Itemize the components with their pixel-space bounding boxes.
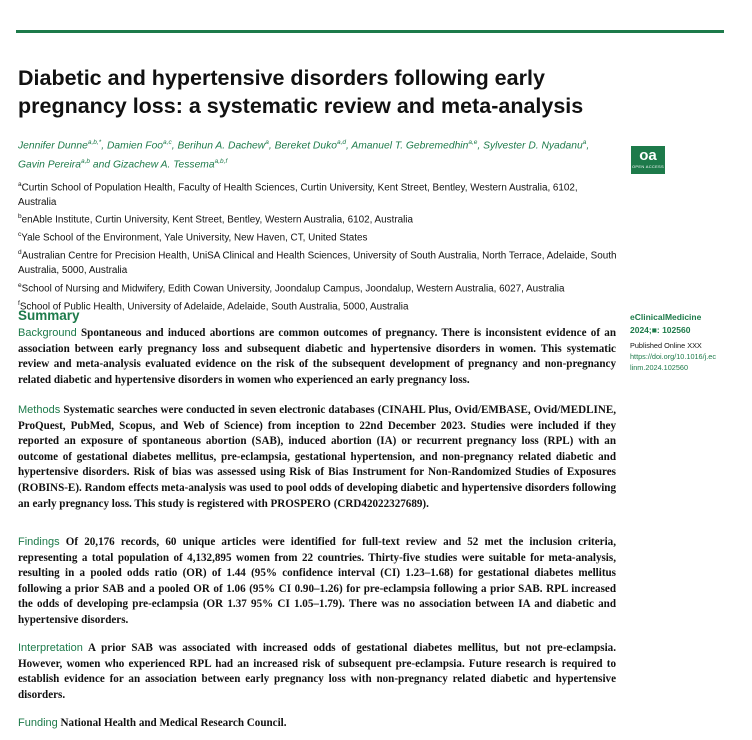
author-sup: a <box>265 139 269 146</box>
authors-and: and <box>92 159 111 171</box>
journal-name: eClinicalMedicine <box>630 312 702 322</box>
author-name[interactable]: Sylvester D. Nyadanu <box>483 140 583 152</box>
affiliation <box>18 279 618 297</box>
affiliation-sup: f <box>18 299 20 307</box>
interpretation-section <box>18 641 616 703</box>
author-name[interactable]: Bereket Duko <box>274 140 337 152</box>
funding-label: Funding <box>18 717 58 729</box>
affiliation-text: School of Public Health, University of Adelaide, Adelaide, South Australia, 5000, Australia <box>19 300 409 312</box>
author-sup: a,b,* <box>87 139 102 146</box>
summary-heading: Summary <box>18 308 80 323</box>
author-list: Jennifer Dunne$^{a,b,*}$, Damien Foo$^{a,c}$, Berihun A. Dachew$^a$, Bereket Duko$^{a,d}$, Amanuel T. Gebremedhin$^{a,e}$, Sylvester D. Nyadanu$^a$, Gavin Pereira$^{a,b}$ and Gizachew A. Tessema$^{a,b,f}$ <box>18 139 590 171</box>
affiliation-text: Australian Centre for Precision Health, UniSA Clinical and Health Sciences, University of South Australia, North Terrace, Adelaide, South Australia, 5000, Australia <box>18 250 617 277</box>
doi-link[interactable]: https://doi.org/10.1016/j.eclinm.2024.102560 <box>630 352 716 372</box>
open-access-badge[interactable] <box>631 146 665 174</box>
findings-label: Findings <box>18 536 60 548</box>
affiliation <box>18 297 618 315</box>
journal-volume: 2024;■: 102560 <box>630 325 691 335</box>
background-section <box>18 326 616 388</box>
affiliation-sup: e <box>18 281 22 289</box>
affiliation-list <box>18 178 618 315</box>
affiliation-text: Curtin School of Population Health, Faculty of Health Sciences, Curtin University, Kent Street, Bentley, Western Australia, 6102, Australia <box>18 182 578 208</box>
author-sup: a,e <box>468 139 478 146</box>
journal-sidebar <box>630 311 740 373</box>
background-text: Spontaneous and induced abortions are common outcomes of pregnancy. There is inconsistent evidence of an association between early pregnancy loss and subsequent diabetic and hypertensive disorders in women. This systematic review and meta-analysis evaluated evidence on the risk of the subsequent development of pregnancy and non-pregnancy related diabetic and hypertensive disorders in women who experienced an early pregnancy loss. <box>18 327 616 386</box>
affiliation-text: School of Nursing and Midwifery, Edith Cowan University, Joondalup Campus, Joondalup, Western Australia, 6027, Australia <box>21 283 565 295</box>
author-sup: a,c <box>163 139 172 146</box>
article-title: Diabetic and hypertensive disorders following early pregnancy loss: a systematic review and meta-analysis <box>18 66 584 118</box>
author-sup: a,b <box>80 158 90 166</box>
author-name[interactable]: Amanuel T. Gebremedhin <box>351 140 469 152</box>
findings-section <box>18 535 616 629</box>
affiliation <box>18 178 618 210</box>
affiliation-sup: a <box>18 181 22 188</box>
affiliation-sup: c <box>18 231 22 239</box>
funding-text: National Health and Medical Research Council. <box>60 717 287 729</box>
affiliation-text: Yale School of the Environment, Yale University, New Haven, CT, United States <box>21 232 368 244</box>
author-name[interactable]: Jennifer Dunne <box>18 140 88 152</box>
author-sup: a,d <box>336 139 347 146</box>
background-label: Background <box>18 327 77 339</box>
interpretation-text: A prior SAB was associated with increased odds of gestational diabetes mellitus, but not pre-eclampsia. However, women who experienced RPL had an increased risk of subsequent pre-eclampsia. Future research is required to establish evidence for an association between early pregnancy loss with non-pregnancy related diabetic and hypertensive disorders. <box>18 642 617 701</box>
author-sup: a,b,f <box>214 158 228 166</box>
author-name[interactable]: Gavin Pereira <box>18 159 81 171</box>
oa-logo-text: oa <box>639 147 657 164</box>
findings-text: Of 20,176 records, 60 unique articles were identified for full-text review and 52 met the inclusion criteria, representing a total population of 4,132,895 women from 22 countries. Thirty-five studies were suitable for meta-analysis, resulting in a pooled odds ratio (OR) of 1.44 (95% confidence interval (CI) 1.23–1.68) for gestational diabetes mellitus following a prior SAB and a pooled OR of 1.06 (95% CI 0.90–1.26) for pre-eclampsia following a prior SAB. RPL increased the odds of developing pre-eclampsia (OR 1.37 95% CI 1.05–1.79). There was no association between IA and diabetic and hypertensive disorders. <box>18 536 616 626</box>
published-online: Published Online XXX <box>630 341 702 350</box>
author-name[interactable]: Berihun A. Dachew <box>177 140 266 152</box>
affiliation-sup: b <box>18 213 22 221</box>
interpretation-label: Interpretation <box>18 642 83 654</box>
author-sup: a <box>582 139 587 146</box>
funding-section <box>18 716 616 732</box>
author-name[interactable]: Gizachew A. Tessema <box>112 159 215 171</box>
affiliation <box>18 210 618 228</box>
affiliation-text: enAble Institute, Curtin University, Kent Street, Bentley, Western Australia, 6102, Australia <box>21 214 413 226</box>
affiliation <box>18 246 618 278</box>
affiliation-sup: d <box>18 249 22 257</box>
affiliation <box>18 228 618 246</box>
methods-label: Methods <box>18 404 61 416</box>
top-rule <box>16 30 724 33</box>
methods-section <box>18 403 616 512</box>
oa-logo-subtext: OPEN ACCESS <box>632 164 664 169</box>
methods-text: Systematic searches were conducted in seven electronic databases (CINAHL Plus, Ovid/EMBASE, Ovid/MEDLINE, ProQuest, PubMed, Scopus, and Web of Science) from inception to 22nd December 2023. Studies were included if they reported an exposure of spontaneous abortion (SAB), induced abortion (IA) or recurrent pregnancy loss (RPL) with an outcome of gestational diabetes mellitus, pre-eclampsia, gestational hypertension, and non-pregnancy related diabetic and hypertensive disorders. Risk of bias was assessed using Risk of Bias Instrument for Non-Randomized Studies of Exposures (ROBINS-E). Random effects meta-analysis was used to pool odds of developing diabetic and hypertensive disorders following an early pregnancy loss. This study is registered with PROSPERO (CRD42022327689). <box>18 404 617 510</box>
author-name[interactable]: Damien Foo <box>106 140 164 152</box>
